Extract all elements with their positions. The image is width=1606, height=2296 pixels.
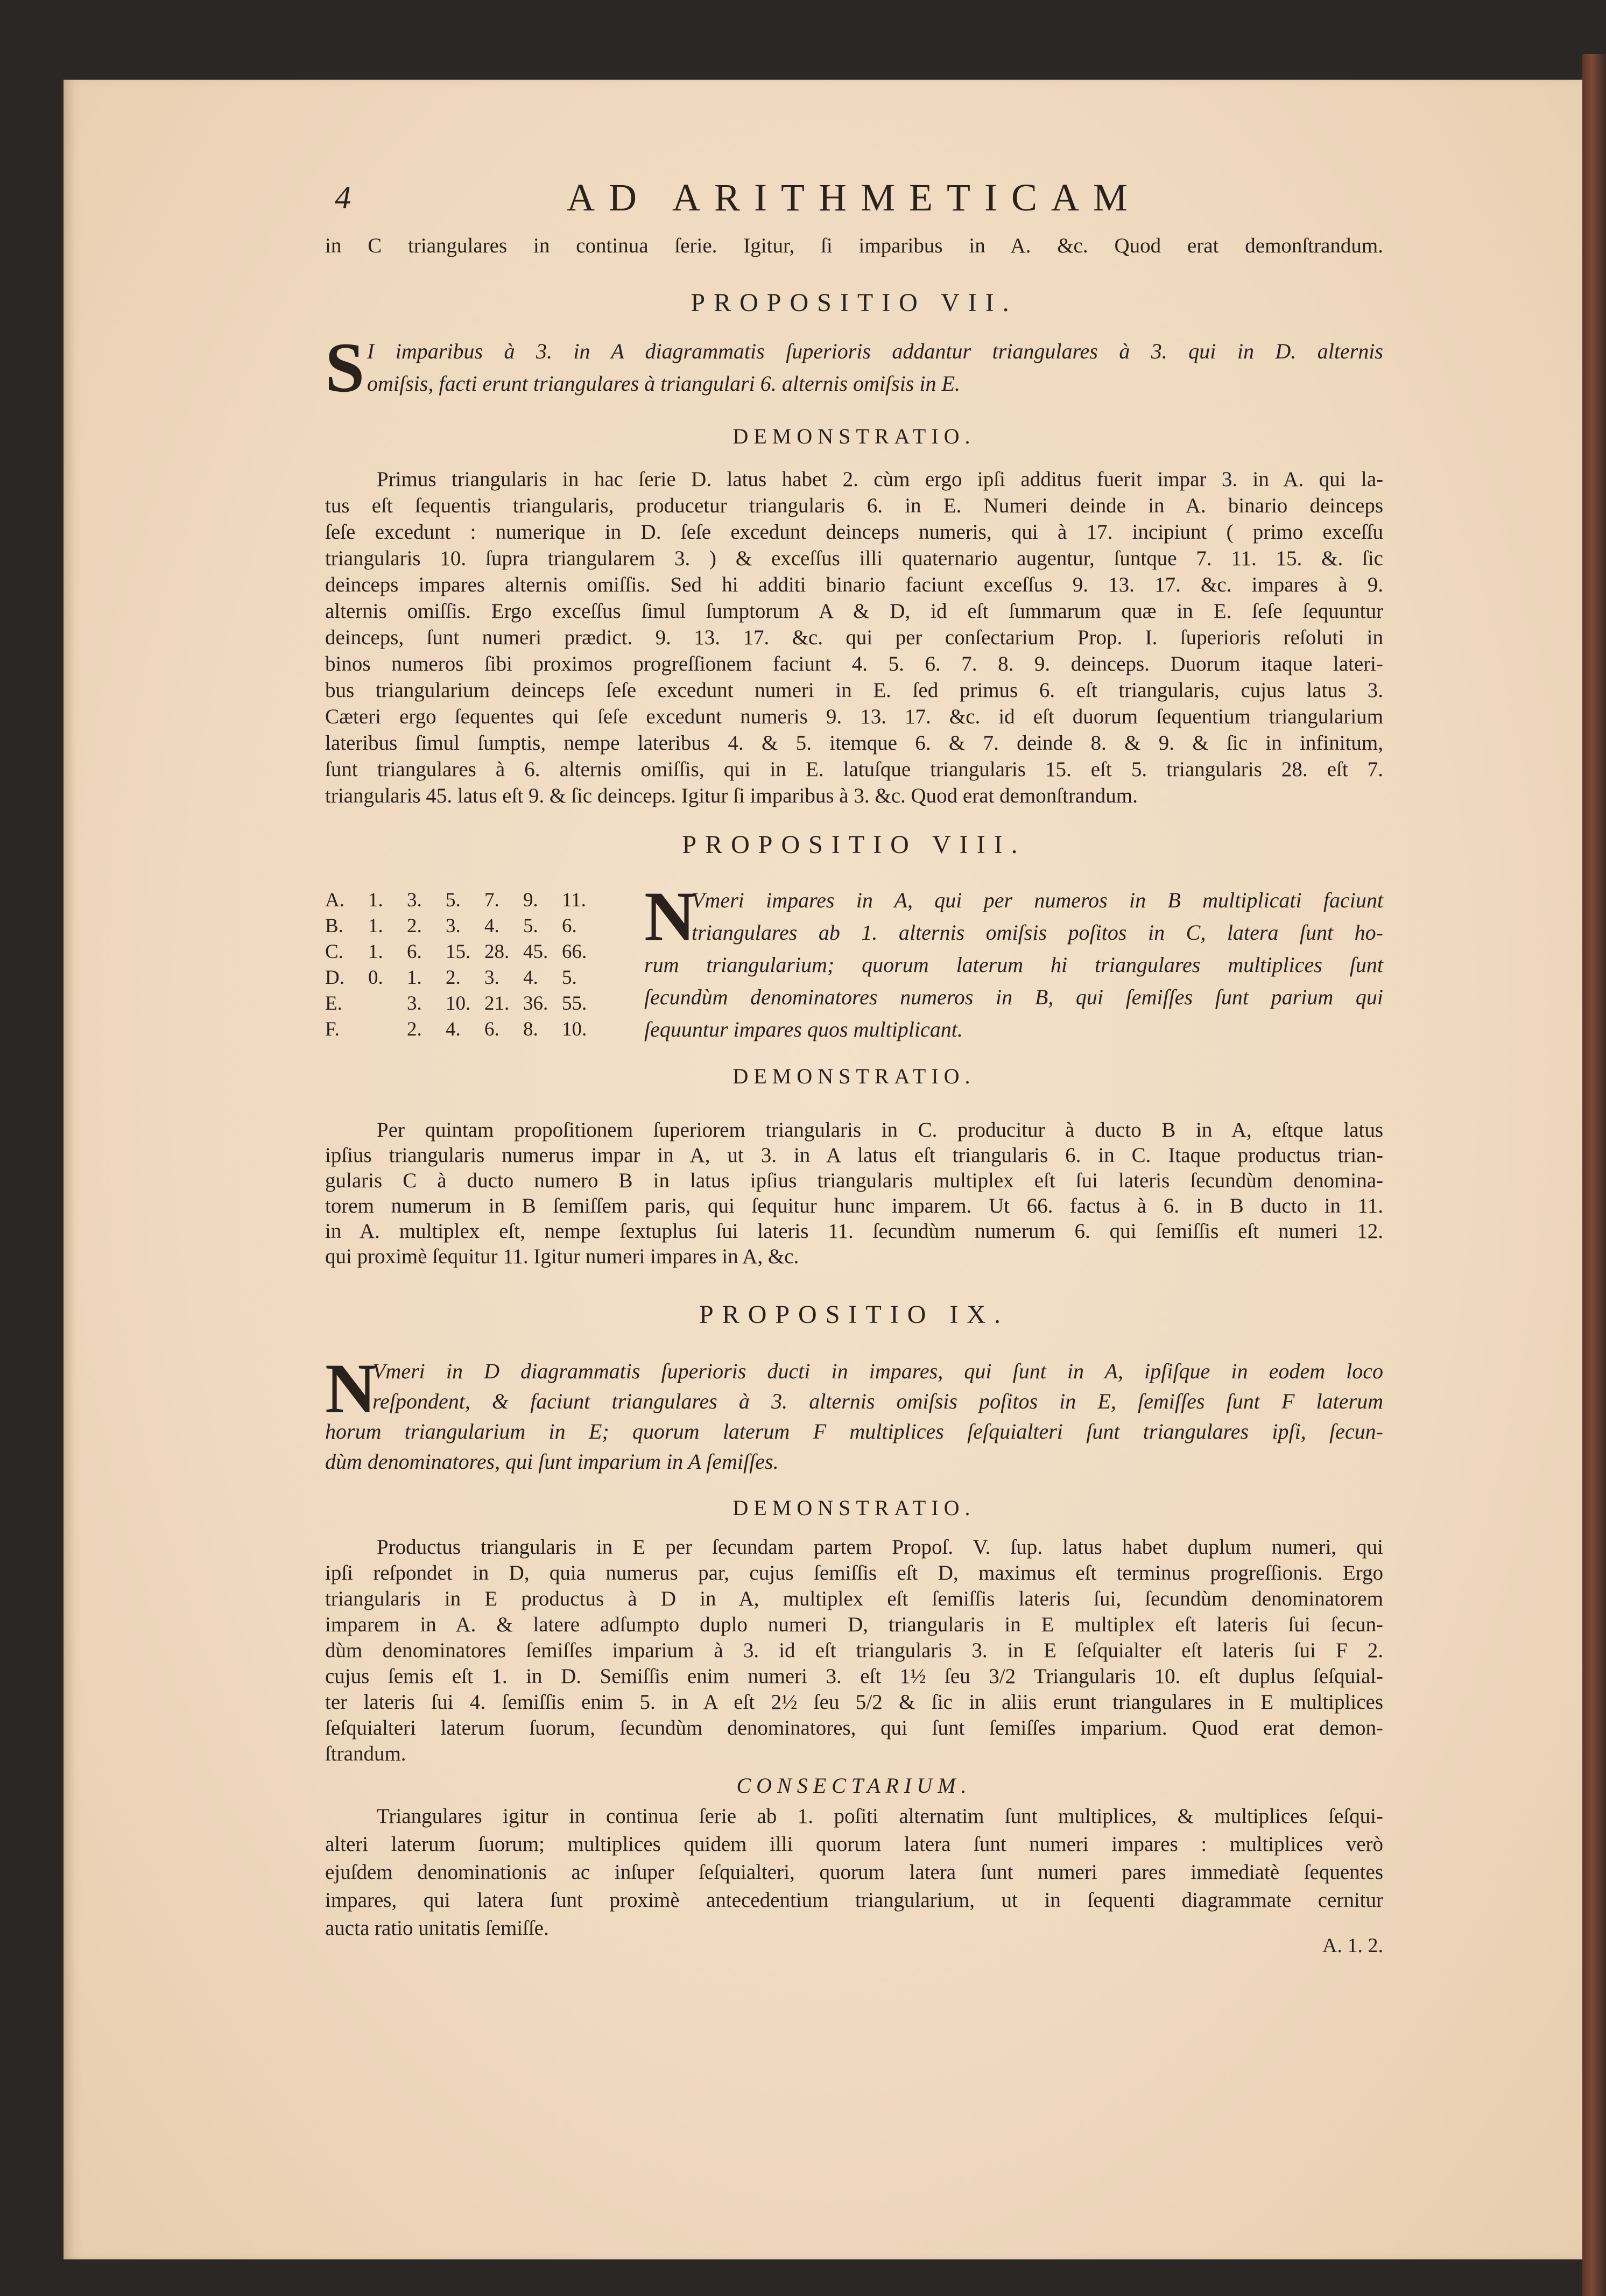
diagram-row bbox=[325, 913, 601, 939]
proposition-statement bbox=[325, 328, 1383, 407]
opening-text bbox=[325, 233, 1383, 259]
page-number: 4 bbox=[335, 180, 351, 215]
text-line: I imparibus à 3. in A diagrammatis ſuperioris addantur triangulares à 3. qui in D. alternis bbox=[367, 339, 1383, 363]
diagram-cell: 28. bbox=[484, 941, 510, 963]
diagram-cell: 10. bbox=[562, 1018, 587, 1040]
diagram-row-label: E. bbox=[325, 992, 342, 1015]
text-line: deinceps impares alternis omiſſis. Sed hi additi binario faciunt exceſſus 9. 13. 17. &c. impares à 9. bbox=[325, 573, 1383, 596]
diagram-cell: 7. bbox=[484, 889, 499, 911]
diagram-row-label: D. bbox=[325, 967, 344, 989]
running-title: AD ARITHMETICAM bbox=[567, 176, 1142, 219]
consectarium-heading: CONSECTARIUM. bbox=[736, 1773, 972, 1798]
text-line: omiſsis, facti erunt triangulares à triangulari 6. alternis omiſsis in E. bbox=[367, 371, 960, 396]
diagram-cell: 5. bbox=[523, 915, 538, 937]
diagram-cell: 36. bbox=[523, 992, 548, 1015]
diagram-cell: 5. bbox=[446, 889, 461, 911]
text-line: ſeſquialteri laterum ſuorum, ſecundùm denominatores, qui ſunt ſemiſſes imparium. Quod erat demon- bbox=[325, 1716, 1383, 1739]
proposition-statement bbox=[644, 877, 1383, 1046]
text-line: ter lateris ſui 4. ſemiſſis enim 5. in A eſt 2½ ſeu 5/2 & ſic in aliis erunt triangulares in E multiplices bbox=[325, 1691, 1383, 1714]
text-line: ſecundùm denominatores numeros in B, qui ſemiſſes ſunt parium qui bbox=[644, 985, 1383, 1009]
drop-cap: N bbox=[325, 1349, 377, 1428]
diagram-cell bbox=[368, 991, 407, 1017]
diagram-row-label: F. bbox=[325, 1018, 340, 1040]
diagram-cell: 8. bbox=[523, 1018, 538, 1040]
text-line: cujus ſemis eſt 1. in D. Semiſſis enim numeri 3. eſt 1½ ſeu 3/2 Triangularis 10. eſt duplus ſeſquial- bbox=[325, 1665, 1383, 1688]
catchword: A. 1. 2. bbox=[1322, 1934, 1383, 1957]
text-line: Triangulares igitur in continua ſerie ab 1. poſiti alternatim ſunt multiplices, & multiplices ſeſqui- bbox=[377, 1805, 1383, 1828]
diagram-row bbox=[325, 939, 601, 965]
diagram-row bbox=[325, 888, 601, 913]
text-line: reſpondent, & faciunt triangulares à 3. alternis omiſsis poſitos in E, ſemiſſes ſunt F laterum bbox=[372, 1389, 1383, 1413]
proposition-heading: PROPOSITIO VII. bbox=[691, 288, 1018, 317]
text-line: Primus triangularis in hac ſerie D. latus habet 2. cùm ergo ipſi additus fuerit impar 3. in A. qui la- bbox=[377, 468, 1383, 491]
demonstratio-heading: DEMONSTRATIO. bbox=[732, 1064, 976, 1088]
text-line: dùm denominatores, qui ſunt imparium in A ſemiſſes. bbox=[325, 1449, 779, 1474]
diagram-cell: 3. bbox=[446, 915, 461, 937]
diagram-cell: 1. bbox=[368, 915, 383, 937]
text-line: qui proximè ſequitur 11. Igitur numeri impares in A, &c. bbox=[325, 1245, 799, 1268]
diagram-cell: 3. bbox=[484, 967, 499, 989]
text-line: aucta ratio unitatis ſemiſſe. bbox=[325, 1917, 549, 1940]
diagram-cell: 10. bbox=[446, 992, 471, 1015]
text-line: ſequuntur impares quos multiplicant. bbox=[644, 1017, 963, 1041]
diagram-cell: 55. bbox=[562, 992, 587, 1015]
text-line: torem numerum in B ſemiſſem paris, qui ſequitur hunc imparem. Ut 66. factus à 6. in B ducto in 11. bbox=[325, 1194, 1383, 1217]
text-line: ipſi reſpondet in D, quia numerus par, cujus ſemiſſis eſt D, maximus eſt terminus progreſſionis. Ergo bbox=[325, 1561, 1383, 1584]
text-line: Productus triangularis in E per ſecundam partem Propoſ. V. ſup. latus habet duplum numeri, qui bbox=[377, 1536, 1383, 1559]
diagram-cell: 1. bbox=[407, 967, 422, 989]
text-line: ejuſdem denominationis ac inſuper ſeſquialteri, quorum latera ſunt numeri pares immediatè ſequentes bbox=[325, 1861, 1383, 1884]
text-line: tus eſt ſequentis triangularis, producetur triangularis 6. in E. Numeri deinde in A. binario deinceps bbox=[325, 494, 1383, 517]
text-line: lateribus ſimul ſumptis, nempe lateribus 4. & 5. itemque 6. & 7. deinde 8. & 9. & ſic in infinitum, bbox=[325, 731, 1383, 755]
diagram-cell: 45. bbox=[523, 941, 548, 963]
drop-cap: S bbox=[325, 328, 365, 407]
diagram-cell: 2. bbox=[446, 967, 461, 989]
demonstratio-heading: DEMONSTRATIO. bbox=[732, 1496, 976, 1520]
book-binding-edge bbox=[1582, 54, 1606, 2296]
text-line: ſunt triangulares à 6. alternis omiſſis, qui in E. latuſque triangularis 15. eſt 5. triangularis 28. eſt 7. bbox=[325, 758, 1383, 781]
demonstration-text bbox=[325, 1117, 1383, 1269]
proposition-heading: PROPOSITIO IX. bbox=[699, 1300, 1010, 1329]
text-line: Per quintam propoſitionem ſuperiorem triangularis in C. producitur à ducto B in A, eſtque latus bbox=[377, 1118, 1383, 1142]
drop-cap: N bbox=[644, 877, 696, 956]
text-line: rum triangularium; quorum laterum hi triangulares multiplices ſunt bbox=[644, 953, 1383, 977]
diagram-row-label: B. bbox=[325, 915, 343, 937]
text-line: ipſius triangularis numerus impar in A, ut 3. in A latus eſt triangularis 6. in C. Itaque productus trian- bbox=[325, 1144, 1383, 1167]
text-line: in A. multiplex eſt, nempe ſextuplus ſui lateris 11. ſecundùm numerum 6. qui ſemiſſis eſt numeri 12. bbox=[325, 1220, 1383, 1243]
diagram-cell: 3. bbox=[407, 889, 422, 911]
text-line: triangularis 45. latus eſt 9. & ſic deinceps. Igitur ſi imparibus à 3. &c. Quod erat demonſtrandum. bbox=[325, 784, 1138, 807]
text-line: deinceps, ſunt numeri prædict. 9. 13. 17. &c. qui per conſectarium Prop. I. ſuperioris reſoluti in bbox=[325, 626, 1383, 649]
diagram-cell: 5. bbox=[562, 967, 577, 989]
diagram-cell: 4. bbox=[523, 967, 538, 989]
text-line: ſeſe excedunt : numerique in D. ſeſe excedunt deinceps numeris, qui à 17. incipiunt ( primo exceſſu bbox=[325, 520, 1383, 544]
diagram-cell: 6. bbox=[484, 1018, 499, 1040]
diagram-row-label: C. bbox=[325, 941, 343, 963]
diagram-cell: 15. bbox=[446, 941, 471, 963]
text-line: dùm denominatores ſemiſſes imparium à 3. id eſt triangularis 3. in E ſeſquialter eſt lateris ſui F 2. bbox=[325, 1639, 1383, 1662]
text-line: alternis omiſſis. Ergo exceſſus ſimul ſumptorum A & D, id eſt ſummarum quæ in E. ſeſe ſequuntur bbox=[325, 600, 1383, 623]
text-line: Vmeri impares in A, qui per numeros in B multiplicati faciunt bbox=[692, 888, 1383, 912]
proposition-statement bbox=[325, 1349, 1383, 1477]
text-line: triangularis in E productus à D in A, multiplex eſt ſemiſſis lateris ſui, ſecundùm denominatorem bbox=[325, 1587, 1383, 1610]
diagram-cell: 3. bbox=[407, 992, 422, 1015]
text-line: ſtrandum. bbox=[325, 1742, 406, 1765]
diagram-cell: 11. bbox=[562, 889, 586, 911]
consectarium-text bbox=[325, 1802, 1383, 1942]
proposition-heading: PROPOSITIO VIII. bbox=[682, 830, 1026, 859]
diagram-cell: 4. bbox=[446, 1018, 461, 1040]
diagram-row-label: A. bbox=[325, 889, 344, 911]
text-line: impares, qui latera ſunt proximè antecedentium triangularium, ut in ſequenti diagrammate cernitur bbox=[325, 1889, 1383, 1912]
demonstratio-heading: DEMONSTRATIO. bbox=[732, 424, 976, 448]
text-line: Vmeri in D diagrammatis ſuperioris ducti in impares, qui ſunt in A, ipſiſque in eodem loco bbox=[372, 1359, 1383, 1383]
diagram-cell: 1. bbox=[368, 941, 383, 963]
text-line: imparem in A. & latere adſumpto duplo numeri D, triangularis in E multiplex eſt lateris ſui ſecun- bbox=[325, 1613, 1383, 1636]
text-line: alteri laterum ſuorum; multiplices quidem illi quorum latera ſunt numeri impares : multiplices verò bbox=[325, 1833, 1383, 1856]
diagram-cell: 2. bbox=[407, 1018, 422, 1040]
diagram-cell: 21. bbox=[484, 992, 510, 1015]
diagram-cell: 4. bbox=[484, 915, 499, 937]
diagram-cell bbox=[368, 1017, 407, 1043]
diagram-cell: 1. bbox=[368, 889, 383, 911]
diagram-cell: 0. bbox=[368, 967, 383, 989]
diagram-cell: 9. bbox=[523, 889, 538, 911]
diagram-cell: 66. bbox=[562, 941, 587, 963]
demonstration-text bbox=[325, 1534, 1383, 1767]
number-diagram bbox=[325, 888, 601, 1043]
text-line: in C triangulares in continua ſerie. Igitur, ſi imparibus in A. &c. Quod erat demonſtrandum. bbox=[325, 234, 1383, 257]
text-line: Cæteri ergo ſequentes qui ſeſe excedunt numeris 9. 13. 17. &c. id eſt duorum ſequentium triangularium bbox=[325, 705, 1383, 728]
diagram-row bbox=[325, 991, 601, 1017]
text-line: triangulares ab 1. alternis omiſsis poſitos in C, latera ſunt ho- bbox=[692, 920, 1383, 945]
diagram-row bbox=[325, 965, 601, 991]
demonstration-text bbox=[325, 466, 1383, 809]
text-line: binos numeros ſibi proximos progreſſionem faciunt 4. 5. 6. 7. 8. 9. deinceps. Duorum itaque lateri- bbox=[325, 652, 1383, 675]
text-line: gularis C à ducto numero B in latus ipſius triangularis multiplex eſt ſui lateris ſecundùm denomina- bbox=[325, 1169, 1383, 1192]
diagram-cell: 2. bbox=[407, 915, 422, 937]
text-line: horum triangularium in E; quorum laterum F multiplices ſeſquialteri ſunt triangulares ipſi, ſecun- bbox=[325, 1419, 1383, 1443]
diagram-cell: 6. bbox=[562, 915, 577, 937]
text-line: bus triangularium deinceps ſeſe excedunt numeri in E. ſed primus 6. eſt triangularis, cujus latus 3. bbox=[325, 679, 1383, 702]
diagram-cell: 6. bbox=[407, 941, 422, 963]
diagram-row bbox=[325, 1017, 601, 1043]
text-line: triangularis 10. ſupra triangularem 3. ) & exceſſus illi quaternario augentur, ſuntque 7. 11. 15. &. ſic bbox=[325, 547, 1383, 570]
